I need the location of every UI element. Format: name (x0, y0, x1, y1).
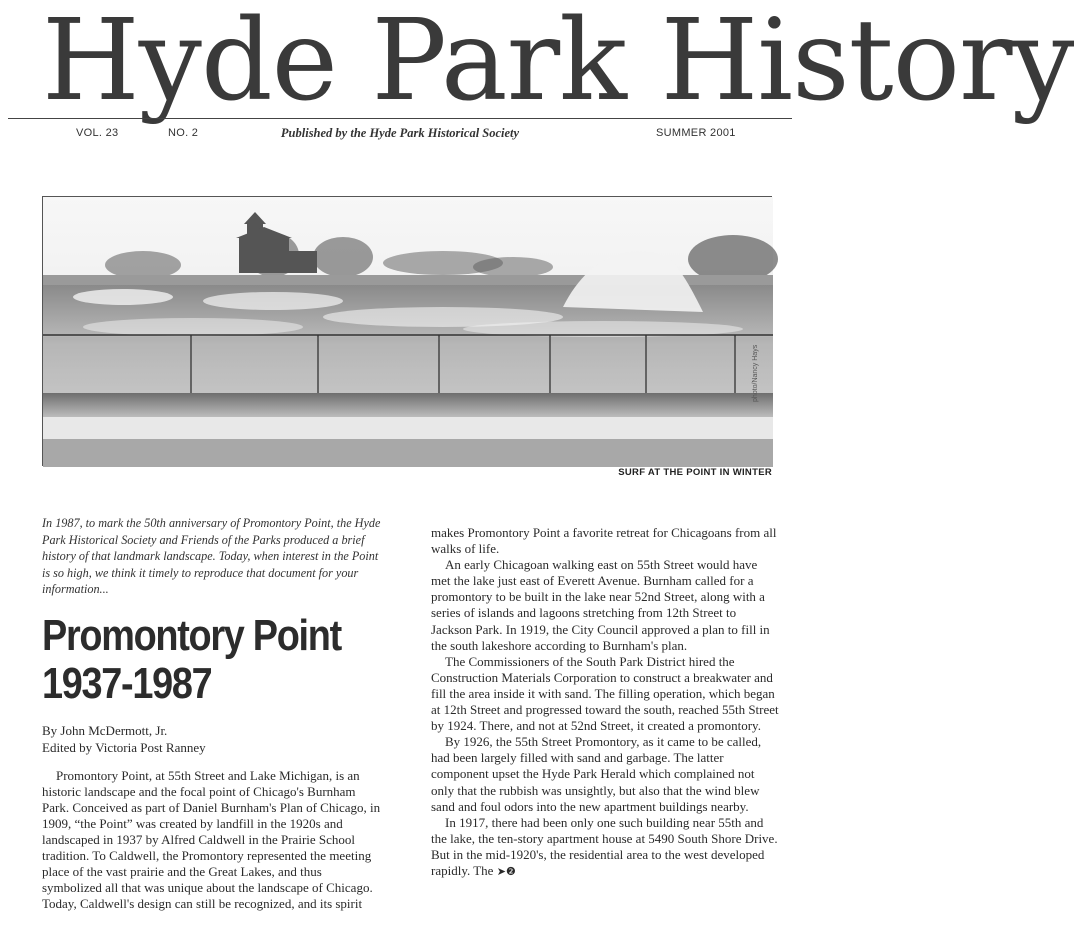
headline-line-1: Promontory Point (42, 610, 341, 660)
volume-label: VOL. 23 (76, 127, 119, 139)
masthead-rule (8, 118, 792, 119)
column-left (42, 515, 384, 912)
paragraph: An early Chicagoan walking east on 55th Street would have met the lake just east of Everett Avenue. Burnham called for a promontory to be built in the lake near 52nd Street, along with a series of islands and lagoons stretching from 12th Street to Jackson Park. In 1919, the City Council approved a plan to fill in the south lakeshore according to Burnham's plan. (431, 557, 770, 653)
editor-line: Edited by Victoria Post Ranney (42, 739, 206, 755)
lakefront-photo (42, 196, 772, 466)
foreground-grass (43, 439, 773, 467)
publisher-line: Published by the Hyde Park Historical Society (280, 126, 520, 140)
column-right (431, 525, 779, 880)
headline-line-2: 1937-1987 (42, 658, 212, 708)
photo-credit: photo/Nancy Hays (752, 344, 759, 402)
intro-note: In 1987, to mark the 50th anniversary of Promontory Point, the Hyde Park Historical Society and Friends of the Parks produced a brief history of that landmark landscape. Today, when interest in the Point is so high, we think it timely to reproduce that document for your information... (42, 516, 381, 596)
fence-mesh (43, 337, 773, 393)
photo-caption: SURF AT THE POINT IN WINTER (618, 467, 772, 478)
shrubs (43, 393, 773, 417)
continued-arrow-icon: ➤❷ (496, 864, 516, 878)
issue-number-label: NO. 2 (168, 127, 199, 139)
paragraph: Promontory Point, at 55th Street and Lake Michigan, is an historic landscape and the focal point of Chicago's Burnham Park. Conceived as part of Daniel Burnham's Plan of Chicago, in 1909, “the Point” was created by landfill in the 1920s and landscaped in 1937 by Alfred Caldwell in the Prairie School tradition. To Caldwell, the Promontory represented the meeting place of the vast prairie and the Great Lakes, and thus symbolized all that was unique about the landscape of Chicago. Today, Caldwell's design can still be recognized, and its spirit (42, 767, 381, 912)
paragraph-last (431, 815, 779, 880)
season-label: SUMMER 2001 (656, 127, 736, 139)
paragraph-continuation: makes Promontory Point a favorite retreat for Chicagoans from all walks of life. (431, 525, 777, 557)
body-text-right (431, 525, 779, 880)
paragraph: By 1926, the 55th Street Promontory, as it came to be called, had been largely filled with sand and garbage. The latter component upset the Hyde Park Herald which complained not only that the rubbish was unsightly, but also that the wind blew sand and foul odors into the new apartment buildings nearby. (431, 734, 762, 814)
author-line: By John McDermott, Jr. (42, 722, 168, 738)
last-paragraph-text: In 1917, there had been only one such building near 55th and the lake, the ten-story apartment house at 5490 South Shore Drive. But in the mid-1920's, the residential area to the west developed rapidly. The (431, 814, 778, 878)
body-text-left (42, 768, 384, 913)
masthead-title: Hyde Park History (42, 0, 1074, 126)
byline (42, 722, 384, 756)
article-headline (42, 612, 403, 708)
path (43, 417, 773, 439)
photo-illustration (43, 197, 773, 467)
paragraph: The Commissioners of the South Park District hired the Construction Materials Corporation to construct a breakwater and fill the area inside it with sand. The filling operation, which began at 12th Street and progressed toward the south, reached 55th Street by 1924. There, and not at 52nd Street, it created a promontory. (431, 653, 779, 734)
